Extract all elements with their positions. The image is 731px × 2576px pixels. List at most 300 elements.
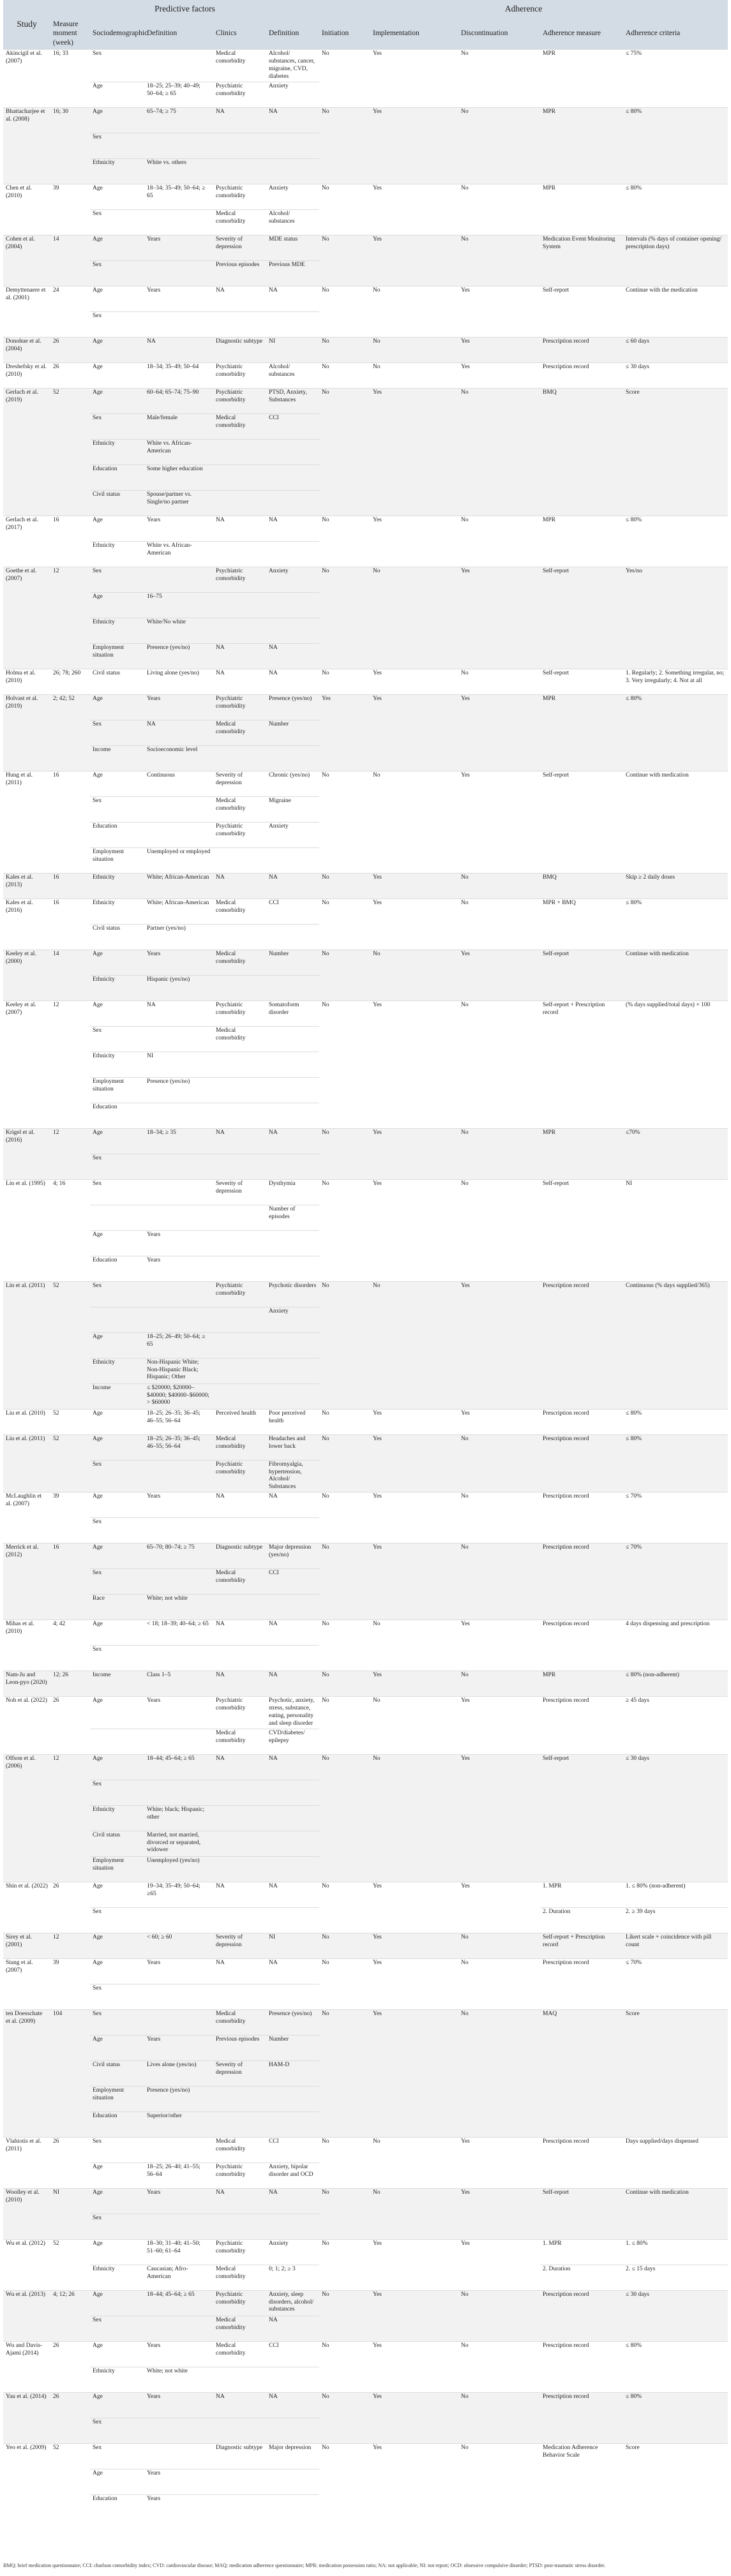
implementation-cell: Yes bbox=[370, 1493, 458, 1544]
initiation-cell: No bbox=[319, 2239, 370, 2290]
sociodemographic-definition-cell bbox=[144, 1179, 213, 1205]
sociodemographic-cell: Sex bbox=[90, 567, 144, 592]
clinics-definition-cell bbox=[266, 2494, 319, 2520]
clinics-definition-cell: CCI bbox=[266, 413, 319, 439]
initiation-cell: No bbox=[319, 1409, 370, 1434]
initiation-cell: No bbox=[319, 1179, 370, 1281]
initiation-cell: No bbox=[319, 1544, 370, 1620]
adherence-table bbox=[3, 0, 728, 2520]
sociodemographic-definition-cell bbox=[144, 567, 213, 592]
sociodemographic-definition-cell bbox=[144, 50, 213, 82]
clinics-cell bbox=[213, 618, 266, 643]
clinics-cell: NA bbox=[213, 1882, 266, 1907]
study-cell: Lin et al. (2011) bbox=[3, 1281, 50, 1409]
clinics-cell: Medical comorbidity bbox=[213, 2341, 266, 2367]
table-row bbox=[3, 1281, 728, 1307]
study-cell: Bhattacharjee et al. (2008) bbox=[3, 107, 50, 184]
implementation-cell: Yes bbox=[370, 898, 458, 949]
initiation-cell: No bbox=[319, 1671, 370, 1697]
initiation-cell: No bbox=[319, 771, 370, 873]
clinics-cell bbox=[213, 2469, 266, 2494]
sociodemographic-cell: Sex bbox=[90, 1179, 144, 1205]
sociodemographic-definition-cell: 65–74; ≥ 75 bbox=[144, 107, 213, 133]
adherence-measure-cell: Medication Adherence Behavior Scale bbox=[540, 2443, 623, 2520]
discontinuation-cell: No bbox=[458, 669, 540, 694]
measure-moment-cell: 4; 16 bbox=[50, 1179, 90, 1281]
adherence-criteria-cell: ≤ 80% bbox=[623, 107, 728, 184]
initiation-cell: No bbox=[319, 567, 370, 669]
sociodemographic-cell: Sex bbox=[90, 1281, 144, 1307]
clinics-definition-cell: PTSD, Anxiety, Substances bbox=[266, 388, 319, 413]
discontinuation-cell: Yes bbox=[458, 1620, 540, 1671]
clinics-cell: Psychiatric comorbidity bbox=[213, 2163, 266, 2188]
initiation-cell: No bbox=[319, 1128, 370, 1179]
clinics-definition-cell: CCI bbox=[266, 1569, 319, 1595]
adherence-criteria-cell: Intervals (% days of container opening/ prescription days) bbox=[623, 235, 728, 286]
clinics-definition-cell: NA bbox=[266, 1128, 319, 1154]
clinics-definition-cell: NA bbox=[266, 669, 319, 694]
adherence-measure-cell: Prescription record bbox=[540, 1620, 623, 1671]
adherence-criteria-cell: ≤ 80% (non-adherent) bbox=[623, 1671, 728, 1697]
sociodemographic-cell: Civil status bbox=[90, 2060, 144, 2086]
initiation-cell: No bbox=[319, 2188, 370, 2239]
study-cell: Noh et al. (2022) bbox=[3, 1697, 50, 1755]
sociodemographic-definition-cell: 18–30; 31–40; 41–50; 51–60; 61–64 bbox=[144, 2239, 213, 2265]
sociodemographic-definition-cell: Years bbox=[144, 1493, 213, 1518]
clinics-definition-cell bbox=[266, 1256, 319, 1281]
discontinuation-cell: No bbox=[458, 2009, 540, 2137]
study-cell: Krigel et al. (2016) bbox=[3, 1128, 50, 1179]
sociodemographic-cell: Ethnicity bbox=[90, 618, 144, 643]
implementation-cell: Yes bbox=[370, 2392, 458, 2443]
adherence-measure-cell: 2. Duration bbox=[540, 1907, 623, 1933]
discontinuation-cell: No bbox=[458, 1671, 540, 1697]
initiation-cell: No bbox=[319, 107, 370, 184]
initiation-cell: Yes bbox=[319, 694, 370, 771]
sociodemographic-definition-cell bbox=[144, 1780, 213, 1805]
clinics-definition-cell bbox=[266, 2469, 319, 2494]
adherence-criteria-cell: Score bbox=[623, 2443, 728, 2520]
adherence-criteria-cell: ≤ 80% bbox=[623, 2341, 728, 2392]
measure-moment-cell: 14 bbox=[50, 235, 90, 286]
sociodemographic-cell: Sex bbox=[90, 2009, 144, 2035]
adherence-measure-cell: Self-report + Prescription record bbox=[540, 1001, 623, 1128]
clinics-definition-cell bbox=[266, 1805, 319, 1831]
sociodemographic-definition-cell: 18–34; ≥ 35 bbox=[144, 1128, 213, 1154]
initiation-cell: No bbox=[319, 286, 370, 337]
adherence-criteria-cell: ≤ 70% bbox=[623, 1958, 728, 2009]
clinics-cell bbox=[213, 158, 266, 184]
header-implementation: Implementation bbox=[370, 18, 458, 50]
study-cell: Yau et al. (2014) bbox=[3, 2392, 50, 2443]
sociodemographic-definition-cell: White; African-American bbox=[144, 873, 213, 898]
initiation-cell: No bbox=[319, 1620, 370, 1671]
sociodemographic-cell: Ethnicity bbox=[90, 541, 144, 567]
discontinuation-cell: Yes bbox=[458, 1281, 540, 1409]
initiation-cell: No bbox=[319, 1754, 370, 1882]
adherence-measure-cell: Prescription record bbox=[540, 1697, 623, 1755]
sociodemographic-definition-cell: < 18; 18–39; 40–64; ≥ 65 bbox=[144, 1620, 213, 1646]
table-row bbox=[3, 1179, 728, 1205]
clinics-definition-cell: Previous MDE bbox=[266, 260, 319, 286]
table-row bbox=[3, 337, 728, 362]
sociodemographic-cell: Sex bbox=[90, 2137, 144, 2163]
clinics-cell: Psychiatric comorbidity bbox=[213, 388, 266, 413]
sociodemographic-cell: Age bbox=[90, 592, 144, 618]
sociodemographic-cell: Age bbox=[90, 362, 144, 388]
header-measure-moment: Measure moment (week) bbox=[50, 18, 90, 50]
clinics-cell: Diagnostic subtype bbox=[213, 1544, 266, 1569]
clinics-cell bbox=[213, 2086, 266, 2111]
measure-moment-cell: 52 bbox=[50, 2239, 90, 2290]
implementation-cell: Yes bbox=[370, 107, 458, 184]
clinics-definition-cell bbox=[266, 1856, 319, 1882]
clinics-cell: Psychiatric comorbidity bbox=[213, 694, 266, 720]
adherence-criteria-cell: Score bbox=[623, 2009, 728, 2137]
adherence-criteria-cell: 1. Regularly; 2. Something irregular, no; 3. Very irregularly; 4. Not at all bbox=[623, 669, 728, 694]
initiation-cell: No bbox=[319, 898, 370, 949]
sociodemographic-cell: Age bbox=[90, 2188, 144, 2214]
sociodemographic-definition-cell: Male/female bbox=[144, 413, 213, 439]
sociodemographic-definition-cell: Years bbox=[144, 694, 213, 720]
table-row bbox=[3, 2009, 728, 2035]
study-cell: Kales et al. (2013) bbox=[3, 873, 50, 898]
initiation-cell: No bbox=[319, 873, 370, 898]
adherence-measure-cell: 1. MPR bbox=[540, 1882, 623, 1907]
discontinuation-cell: No bbox=[458, 1544, 540, 1620]
adherence-criteria-cell: ≤70% bbox=[623, 1128, 728, 1179]
sociodemographic-definition-cell bbox=[144, 311, 213, 337]
clinics-definition-cell: HAM-D bbox=[266, 2060, 319, 2086]
table-row bbox=[3, 184, 728, 209]
sociodemographic-definition-cell bbox=[144, 1154, 213, 1179]
measure-moment-cell: 52 bbox=[50, 388, 90, 516]
discontinuation-cell: Yes bbox=[458, 771, 540, 873]
clinics-definition-cell bbox=[266, 1230, 319, 1256]
clinics-cell: Severity of depression bbox=[213, 1933, 266, 1958]
adherence-measure-cell: Self-report bbox=[540, 949, 623, 1001]
adherence-measure-cell: MAQ bbox=[540, 2009, 623, 2137]
sociodemographic-definition-cell: Presence (yes/no) bbox=[144, 1077, 213, 1103]
adherence-measure-cell: Self-report + Prescription record bbox=[540, 1933, 623, 1958]
adherence-measure-cell: Prescription record bbox=[540, 1493, 623, 1544]
adherence-measure-cell: Self-report bbox=[540, 669, 623, 694]
clinics-cell: Psychiatric comorbidity bbox=[213, 567, 266, 592]
clinics-definition-cell: NA bbox=[266, 516, 319, 541]
sociodemographic-definition-cell: 18–25; 26–35; 36–45; 46–55; 56–64 bbox=[144, 1434, 213, 1460]
initiation-cell: No bbox=[319, 669, 370, 694]
clinics-definition-cell: Alcohol/ substances bbox=[266, 209, 319, 235]
sociodemographic-cell: Education bbox=[90, 1256, 144, 1281]
sociodemographic-definition-cell: NI bbox=[144, 1052, 213, 1077]
table-row bbox=[3, 694, 728, 720]
clinics-cell bbox=[213, 2418, 266, 2443]
sociodemographic-cell: Sex bbox=[90, 796, 144, 822]
study-cell: Holvast et al. (2019) bbox=[3, 694, 50, 771]
table-row bbox=[3, 771, 728, 796]
measure-moment-cell: 52 bbox=[50, 1409, 90, 1434]
clinics-cell: Medical comorbidity bbox=[213, 898, 266, 924]
implementation-cell: Yes bbox=[370, 1958, 458, 2009]
clinics-cell: NA bbox=[213, 1958, 266, 1984]
sociodemographic-definition-cell bbox=[144, 2009, 213, 2035]
sociodemographic-cell: Age bbox=[90, 1434, 144, 1460]
table-row bbox=[3, 1882, 728, 1907]
study-cell: Lin et al. (1995) bbox=[3, 1179, 50, 1281]
clinics-cell bbox=[213, 1077, 266, 1103]
implementation-cell: Yes bbox=[370, 184, 458, 235]
adherence-criteria-cell: ≤ 80% bbox=[623, 898, 728, 949]
sociodemographic-cell: Age bbox=[90, 184, 144, 209]
measure-moment-cell: NI bbox=[50, 2188, 90, 2239]
measure-moment-cell: 4; 12; 26 bbox=[50, 2290, 90, 2341]
discontinuation-cell: No bbox=[458, 1001, 540, 1128]
clinics-definition-cell: Presence (yes/no) bbox=[266, 694, 319, 720]
sociodemographic-cell bbox=[90, 1307, 144, 1332]
implementation-cell: Yes bbox=[370, 1671, 458, 1697]
adherence-criteria-cell: 1. ≤ 80% bbox=[623, 2239, 728, 2265]
implementation-cell: Yes bbox=[370, 1882, 458, 1933]
clinics-cell: Medical comorbidity bbox=[213, 1026, 266, 1052]
table-row bbox=[3, 2290, 728, 2316]
clinics-definition-cell: Dysthymia bbox=[266, 1179, 319, 1205]
clinics-definition-cell bbox=[266, 1103, 319, 1128]
sociodemographic-cell: Sex bbox=[90, 1646, 144, 1671]
clinics-definition-cell: Major depression bbox=[266, 2443, 319, 2469]
clinics-cell: Severity of depression bbox=[213, 235, 266, 260]
discontinuation-cell: No bbox=[458, 516, 540, 567]
sociodemographic-definition-cell: 18–44; 45–64; ≥ 65 bbox=[144, 1754, 213, 1780]
initiation-cell: No bbox=[319, 2290, 370, 2341]
sociodemographic-cell: Age bbox=[90, 949, 144, 975]
implementation-cell: Yes bbox=[370, 1434, 458, 1493]
clinics-definition-cell: CCI bbox=[266, 898, 319, 924]
adherence-measure-cell: Prescription record bbox=[540, 337, 623, 362]
initiation-cell: No bbox=[319, 1434, 370, 1493]
discontinuation-cell: Yes bbox=[458, 694, 540, 771]
clinics-definition-cell: NA bbox=[266, 2392, 319, 2418]
clinics-cell: NA bbox=[213, 1620, 266, 1646]
clinics-cell: Psychiatric comorbidity bbox=[213, 1001, 266, 1026]
clinics-cell bbox=[213, 133, 266, 158]
clinics-definition-cell: Number bbox=[266, 949, 319, 975]
sociodemographic-cell: Sex bbox=[90, 209, 144, 235]
clinics-definition-cell: NA bbox=[266, 107, 319, 133]
clinics-cell bbox=[213, 311, 266, 337]
sociodemographic-definition-cell: Continuous bbox=[144, 771, 213, 796]
clinics-definition-cell bbox=[266, 745, 319, 771]
adherence-measure-cell: Prescription record bbox=[540, 1544, 623, 1620]
sociodemographic-cell: Ethnicity bbox=[90, 975, 144, 1001]
adherence-criteria-cell: Continue with medication bbox=[623, 771, 728, 873]
sociodemographic-cell: Sex bbox=[90, 413, 144, 439]
sociodemographic-cell: Sex bbox=[90, 2418, 144, 2443]
sociodemographic-definition-cell bbox=[144, 822, 213, 847]
header-sociodemographic: Sociodemographic bbox=[90, 18, 144, 50]
clinics-definition-cell: NA bbox=[266, 1493, 319, 1518]
measure-moment-cell: 26 bbox=[50, 2137, 90, 2188]
sociodemographic-cell: Age bbox=[90, 1493, 144, 1518]
clinics-cell bbox=[213, 2111, 266, 2137]
clinics-cell bbox=[213, 1595, 266, 1620]
clinics-cell: Medical comorbidity bbox=[213, 796, 266, 822]
clinics-definition-cell: NI bbox=[266, 337, 319, 362]
clinics-cell: Diagnostic subtype bbox=[213, 2443, 266, 2469]
discontinuation-cell: No bbox=[458, 898, 540, 949]
study-cell: Cohen et al. (2004) bbox=[3, 235, 50, 286]
adherence-measure-cell: Self-report bbox=[540, 1754, 623, 1882]
clinics-definition-cell bbox=[266, 2367, 319, 2392]
adherence-criteria-cell: Continue with medication bbox=[623, 949, 728, 1001]
discontinuation-cell: No bbox=[458, 1128, 540, 1179]
table-row bbox=[3, 1671, 728, 1697]
clinics-cell bbox=[213, 1805, 266, 1831]
sociodemographic-cell bbox=[90, 1729, 144, 1754]
sociodemographic-cell: Ethnicity bbox=[90, 1358, 144, 1383]
clinics-cell: Severity of depression bbox=[213, 1179, 266, 1205]
adherence-criteria-cell: Continue with medication bbox=[623, 2188, 728, 2239]
table-row bbox=[3, 1754, 728, 1780]
clinics-cell: Severity of depression bbox=[213, 771, 266, 796]
sociodemographic-definition-cell: Unemployed (yes/no) bbox=[144, 1856, 213, 1882]
sociodemographic-cell: Ethnicity bbox=[90, 898, 144, 924]
sociodemographic-cell: Age bbox=[90, 1697, 144, 1729]
clinics-definition-cell: NA bbox=[266, 2316, 319, 2341]
header-discontinuation: Discontinuation bbox=[458, 18, 540, 50]
sociodemographic-cell: Age bbox=[90, 2290, 144, 2316]
sociodemographic-cell: Sex bbox=[90, 1907, 144, 1933]
sociodemographic-cell: Age bbox=[90, 82, 144, 107]
clinics-cell: NA bbox=[213, 1754, 266, 1780]
study-cell: Vlahiotis et al. (2011) bbox=[3, 2137, 50, 2188]
table-row bbox=[3, 2341, 728, 2367]
sociodemographic-cell: Education bbox=[90, 822, 144, 847]
measure-moment-cell: 52 bbox=[50, 1434, 90, 1493]
clinics-cell: Psychiatric comorbidity bbox=[213, 1281, 266, 1307]
sociodemographic-definition-cell: Years bbox=[144, 2341, 213, 2367]
sociodemographic-cell: Age bbox=[90, 1754, 144, 1780]
table-row bbox=[3, 1544, 728, 1569]
implementation-cell: Yes bbox=[370, 235, 458, 286]
initiation-cell: No bbox=[319, 1882, 370, 1933]
implementation-cell: Yes bbox=[370, 2290, 458, 2341]
study-cell: Olfson et al. (2006) bbox=[3, 1754, 50, 1882]
adherence-measure-cell: MPR bbox=[540, 107, 623, 184]
measure-moment-cell: 12 bbox=[50, 1754, 90, 1882]
measure-moment-cell: 26 bbox=[50, 362, 90, 388]
sociodemographic-cell bbox=[90, 1205, 144, 1230]
sociodemographic-definition-cell: NA bbox=[144, 337, 213, 362]
sociodemographic-cell: Age bbox=[90, 2469, 144, 2494]
clinics-definition-cell: Number bbox=[266, 720, 319, 745]
table-row bbox=[3, 1128, 728, 1154]
implementation-cell: No bbox=[370, 337, 458, 362]
discontinuation-cell: Yes bbox=[458, 362, 540, 388]
discontinuation-cell: No bbox=[458, 1958, 540, 2009]
header-clinics: Clinics bbox=[213, 18, 266, 50]
table-row bbox=[3, 2392, 728, 2418]
sociodemographic-definition-cell: White vs. others bbox=[144, 158, 213, 184]
measure-moment-cell: 12 bbox=[50, 1128, 90, 1179]
sociodemographic-definition-cell: Years bbox=[144, 516, 213, 541]
sociodemographic-definition-cell: Lives alone (yes/no) bbox=[144, 2060, 213, 2086]
clinics-cell bbox=[213, 1052, 266, 1077]
implementation-cell: Yes bbox=[370, 873, 458, 898]
study-cell: Dreshefsky et al. (2010) bbox=[3, 362, 50, 388]
sociodemographic-definition-cell bbox=[144, 1205, 213, 1230]
measure-moment-cell: 26 bbox=[50, 2392, 90, 2443]
sociodemographic-definition-cell: Years bbox=[144, 1256, 213, 1281]
clinics-cell bbox=[213, 1383, 266, 1409]
sociodemographic-definition-cell: Years bbox=[144, 2469, 213, 2494]
adherence-criteria-cell: (% days supplied/total days) × 100 bbox=[623, 1001, 728, 1128]
discontinuation-cell: No bbox=[458, 184, 540, 235]
sociodemographic-definition-cell bbox=[144, 1460, 213, 1493]
clinics-cell: Psychiatric comorbidity bbox=[213, 362, 266, 388]
study-cell: Wu et al. (2013) bbox=[3, 2290, 50, 2341]
sociodemographic-definition-cell bbox=[144, 2137, 213, 2163]
header-initiation: Initiation bbox=[319, 18, 370, 50]
measure-moment-cell: 16; 30 bbox=[50, 107, 90, 184]
clinics-definition-cell bbox=[266, 592, 319, 618]
clinics-cell: NA bbox=[213, 1493, 266, 1518]
sociodemographic-cell: Age bbox=[90, 1933, 144, 1958]
clinics-definition-cell bbox=[266, 1595, 319, 1620]
adherence-measure-cell: BMQ bbox=[540, 873, 623, 898]
sociodemographic-definition-cell: Caucasian; Afro-American bbox=[144, 2265, 213, 2290]
clinics-cell: NA bbox=[213, 107, 266, 133]
adherence-measure-cell: MPR + BMQ bbox=[540, 898, 623, 949]
clinics-cell bbox=[213, 1856, 266, 1882]
table-row bbox=[3, 1001, 728, 1026]
clinics-cell: Psychiatric comorbidity bbox=[213, 82, 266, 107]
sociodemographic-cell: Age bbox=[90, 1409, 144, 1434]
clinics-definition-cell: Headaches and lower back bbox=[266, 1434, 319, 1460]
study-cell: Gerlach et al. (2017) bbox=[3, 516, 50, 567]
study-cell: Akincigil et al. (2007) bbox=[3, 50, 50, 108]
clinics-definition-cell: NA bbox=[266, 1620, 319, 1646]
sociodemographic-cell: Civil status bbox=[90, 1831, 144, 1856]
clinics-cell: NA bbox=[213, 1671, 266, 1697]
clinics-definition-cell bbox=[266, 158, 319, 184]
measure-moment-cell: 16 bbox=[50, 1544, 90, 1620]
clinics-cell: Medical comorbidity bbox=[213, 50, 266, 82]
adherence-measure-cell: Prescription record bbox=[540, 1434, 623, 1493]
sociodemographic-definition-cell bbox=[144, 1307, 213, 1332]
sociodemographic-cell: Age bbox=[90, 1332, 144, 1358]
discontinuation-cell: No bbox=[458, 2392, 540, 2443]
adherence-measure-cell: 1. MPR bbox=[540, 2239, 623, 2265]
clinics-cell: Medical comorbidity bbox=[213, 720, 266, 745]
implementation-cell: Yes bbox=[370, 2341, 458, 2392]
adherence-measure-cell: Self-report bbox=[540, 567, 623, 669]
initiation-cell: No bbox=[319, 1933, 370, 1958]
adherence-criteria-cell: NI bbox=[623, 1179, 728, 1281]
study-cell: Yeo et al. (2009) bbox=[3, 2443, 50, 2520]
clinics-definition-cell: Anxiety bbox=[266, 82, 319, 107]
discontinuation-cell: Yes bbox=[458, 1697, 540, 1755]
sociodemographic-definition-cell: Years bbox=[144, 1958, 213, 1984]
table-row bbox=[3, 50, 728, 82]
measure-moment-cell: 16; 33 bbox=[50, 50, 90, 108]
adherence-measure-cell: Prescription record bbox=[540, 2137, 623, 2188]
sociodemographic-cell: Age bbox=[90, 694, 144, 720]
clinics-definition-cell: Fibromyalgia, hypertension, Alcohol/ Substances bbox=[266, 1460, 319, 1493]
sociodemographic-cell: Sex bbox=[90, 50, 144, 82]
sociodemographic-cell: Age bbox=[90, 286, 144, 311]
discontinuation-cell: Yes bbox=[458, 949, 540, 1001]
table-body bbox=[3, 50, 728, 2520]
